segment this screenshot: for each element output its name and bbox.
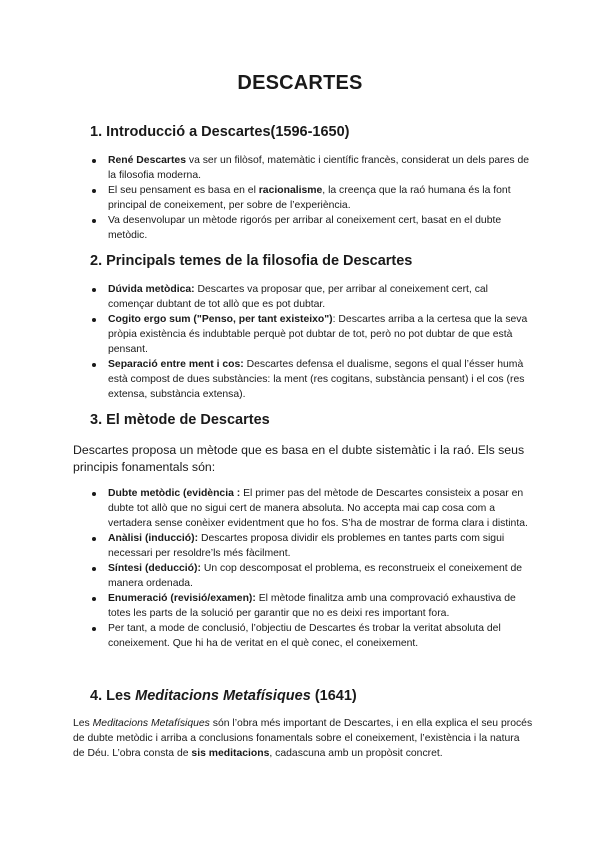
section-2-list bbox=[92, 282, 532, 402]
list-item: Dúvida metòdica: Descartes va proposar que, per arribar al coneixement cert, cal començar dubtant de tot allò que es pot dubtar. bbox=[92, 282, 532, 312]
list-item: Va desenvolupar un mètode rigorós per arribar al coneixement cert, basat en el dubte metòdic. bbox=[92, 213, 532, 243]
list-item: Per tant, a mode de conclusió, l’objectiu de Descartes és trobar la veritat absoluta del coneixement. Que hi ha de veritat en el què conec, el coneixement. bbox=[92, 621, 532, 651]
section-4-heading: 4. Les Meditacions Metafísiques (1641) bbox=[90, 688, 357, 704]
section-3-intro: Descartes proposa un mètode que es basa en el dubte sistemàtic i la raó. Els seus principis fonamentals són: bbox=[73, 443, 525, 474]
bullet-icon bbox=[92, 567, 96, 571]
bullet-icon bbox=[92, 288, 96, 292]
document-title: DESCARTES bbox=[237, 72, 363, 94]
bullet-icon bbox=[92, 537, 96, 541]
bullet-icon bbox=[92, 318, 96, 322]
section-2-heading: 2. Principals temes de la filosofia de Descartes bbox=[90, 253, 413, 269]
section-4-paragraph: Les Meditacions Metafísiques són l’obra més important de Descartes, i en ella explica el seu procés de dubte metòdic i arriba a conclusions fonamentals sobre el coneixement, l’existència i la natura de Déu. L’obra consta de sis meditacions, cadascuna amb un propòsit concret. bbox=[73, 718, 533, 759]
bullet-icon bbox=[92, 159, 96, 163]
list-item: El seu pensament es basa en el racionalisme, la creença que la raó humana és la font principal de coneixement, per sobre de l’experiència. bbox=[92, 183, 532, 213]
list-item: Separació entre ment i cos: Descartes defensa el dualisme, segons el qual l’ésser humà està compost de dues substàncies: la ment (res cogitans, substància pensant) i el cos (res extensa, substància extensa). bbox=[92, 357, 532, 402]
bullet-icon bbox=[92, 597, 96, 601]
list-item: René Descartes va ser un filòsof, matemàtic i científic francès, considerat un dels pares de la filosofia moderna. bbox=[92, 153, 532, 183]
list-item: Enumeració (revisió/examen): El mètode finalitza amb una comprovació exhaustiva de totes les parts de la solució per garantir que no es deixi res important fora. bbox=[92, 591, 532, 621]
bullet-icon bbox=[92, 189, 96, 193]
list-item: Dubte metòdic (evidència : El primer pas del mètode de Descartes consisteix a posar en dubte tot allò que no sigui cert de manera absoluta. No accepta mai cap cosa com a vertadera sense conèixer evidentment que ho fos. S’ha de mostrar de forma clara i distinta. bbox=[92, 486, 532, 531]
section-1-heading: 1. Introducció a Descartes(1596-1650) bbox=[90, 124, 350, 140]
list-item: Síntesi (deducció): Un cop descomposat el problema, es reconstrueix el coneixement de manera ordenada. bbox=[92, 561, 532, 591]
bullet-icon bbox=[92, 219, 96, 223]
list-item: Cogito ergo sum ("Penso, per tant existeixo"): Descartes arriba a la certesa que la seva pròpia existència és indubtable perquè pot dubtar de tot, però no pot dubtar de que està pensant. bbox=[92, 312, 532, 357]
list-item: Anàlisi (inducció): Descartes proposa dividir els problemes en tantes parts com sigui necessari per resoldre’ls més fàcilment. bbox=[92, 531, 532, 561]
bullet-icon bbox=[92, 492, 96, 496]
section-3-heading: 3. El mètode de Descartes bbox=[90, 412, 270, 428]
bullet-icon bbox=[92, 627, 96, 631]
section-1-list bbox=[92, 153, 532, 243]
bullet-icon bbox=[92, 363, 96, 367]
section-3-list bbox=[92, 486, 532, 651]
